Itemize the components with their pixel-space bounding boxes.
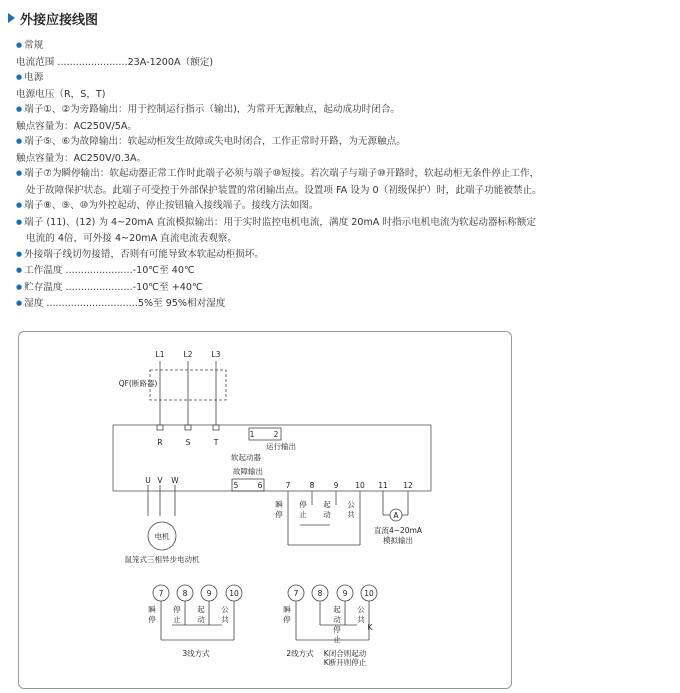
k-switch-label: K [367, 623, 373, 632]
two-wire-note-2: K断开则停止 [323, 658, 367, 667]
analog-term-12: 12 [403, 481, 413, 490]
phase-l2-label: L2 [183, 350, 193, 359]
w2-stopnow-b: 停 [283, 615, 291, 624]
fault-term-6: 6 [257, 481, 263, 490]
spec-line: 触点容量为：AC250V/5A。 [16, 120, 138, 132]
w3-common-a: 公 [221, 605, 229, 614]
w2-stopnow-a: 瞬 [283, 605, 291, 614]
spec-line: ● 常规 [16, 38, 666, 55]
spec-line: ● 端子 (11)、(12) 为 4~20mA 直流模拟输出：用于实时监控电机电流，满度 20mA 时指示电机电流为软起动器标称额定 [16, 215, 666, 232]
btn-stopnow-b: 停 [275, 510, 283, 519]
fault-term-5: 5 [233, 481, 239, 490]
w3-term-7: 7 [158, 589, 164, 598]
btn-stop-b: 止 [299, 510, 307, 519]
w2-term-7: 7 [293, 589, 299, 598]
input-r-label: R [157, 438, 163, 447]
btn-stopnow-a: 瞬 [275, 500, 283, 509]
analog-term-11: 11 [378, 481, 388, 490]
w2-term-9: 9 [342, 589, 348, 598]
ctrl-term-10: 10 [355, 481, 365, 490]
output-v-label: V [157, 476, 163, 485]
two-wire-label: 2线方式 [286, 649, 314, 658]
spec-line: ● 端子①、②为旁路输出：用于控制运行指示（输出)，为常开无源触点，起动成功时闭合。 [16, 102, 666, 119]
spec-line: ● 端子⑦为瞬停输出：软起动器正常工作时此端子必须与端子⑩短接。若次端子与端子⑩开路时，软起动柜无条件停止工作， [16, 166, 666, 183]
spec-line: 触点容量为：AC250V/0.3A。 [16, 152, 147, 164]
breaker-label: QF(断路器) [118, 379, 158, 388]
w2-stop-b: 止 [333, 635, 341, 644]
w3-stop-a: 停 [173, 605, 181, 614]
spec-line: ● 外接端子线切勿接错，否则有可能导致本软起动柜损坏。 [16, 247, 666, 264]
w2-stop-a: 停 [333, 625, 341, 634]
spec-line: ● 电源 [16, 70, 666, 87]
three-wire-label: 3线方式 [182, 649, 210, 658]
run-term-2: 2 [273, 430, 279, 439]
w2-start-b: 动 [333, 615, 341, 624]
w3-term-9: 9 [206, 589, 212, 598]
spec-line: ● 湿度 ..............................5%至 95%相对湿度 [16, 296, 666, 313]
w3-common-b: 共 [221, 615, 229, 624]
spec-line: 电源电压（R，S，T) [16, 88, 106, 100]
spec-line: 电流的 4倍，可外接 4~20mA 直流电流表观察。 [26, 233, 238, 244]
phase-l3-label: L3 [211, 350, 221, 359]
spec-line: ● 工作温度 ......................-10℃至 40℃ [16, 263, 666, 280]
w3-stopnow-b: 停 [148, 615, 156, 624]
spec-line: ● 贮存温度 ......................-10℃至 +40℃ [16, 280, 666, 297]
output-u-label: U [145, 476, 151, 485]
run-output-label: 运行输出 [266, 442, 296, 451]
motor-caption: 鼠笼式三相异步电动机 [124, 555, 200, 564]
spec-line: ● 端子⑤、⑥为故障输出：软起动柜发生故障或失电时闭合，工作正常时开路，为无源触点。 [16, 134, 666, 151]
btn-common-a: 公 [347, 500, 355, 509]
two-wire-note-1: K闭合则起动 [323, 649, 367, 658]
w3-start-a: 起 [197, 605, 205, 614]
phase-l1-label: L1 [155, 350, 165, 359]
input-t-label: T [213, 438, 219, 447]
softstarter-label: 软起动器 [231, 453, 261, 462]
analog-caption-1: 直流4~20mA [373, 526, 423, 535]
motor-label: 电机 [154, 532, 170, 541]
run-term-1: 1 [249, 430, 255, 439]
ctrl-term-7: 7 [285, 481, 291, 490]
analog-caption-2: 模拟输出 [383, 536, 413, 545]
btn-start-a: 起 [323, 500, 331, 509]
ctrl-term-9: 9 [333, 481, 339, 490]
w3-term-10: 10 [229, 589, 239, 598]
spec-line: ● 端子⑧、⑨、⑩为外控起动、停止按钮输入接线端子。接线方法如图。 [16, 198, 666, 215]
w3-start-b: 动 [197, 615, 205, 624]
w2-common-a: 公 [357, 605, 365, 614]
btn-start-b: 动 [323, 510, 331, 519]
btn-common-b: 共 [347, 510, 355, 519]
btn-stop-a: 停 [299, 500, 307, 509]
w3-term-8: 8 [182, 589, 188, 598]
w3-stopnow-a: 瞬 [148, 605, 156, 614]
w3-stop-b: 止 [173, 615, 181, 624]
spec-line: 电流范围 .......................23A-1200A（额定) [16, 56, 214, 68]
ctrl-term-8: 8 [309, 481, 315, 490]
output-w-label: W [171, 476, 179, 485]
input-s-label: S [185, 438, 191, 447]
w2-start-a: 起 [333, 605, 341, 614]
w2-term-8: 8 [317, 589, 323, 598]
spec-line: 处于故障保护状态。此端子可受控于外部保护装置的常闭输出点。设置项 FA 设为 0（初级保护）时，此端子功能被禁止。 [26, 184, 542, 196]
w2-term-10: 10 [364, 589, 374, 598]
ammeter-icon: A [393, 511, 399, 520]
section-title: 外接应接线图 [20, 12, 99, 28]
fault-output-label: 故障输出 [233, 467, 263, 476]
w2-common-b: 共 [357, 615, 365, 624]
